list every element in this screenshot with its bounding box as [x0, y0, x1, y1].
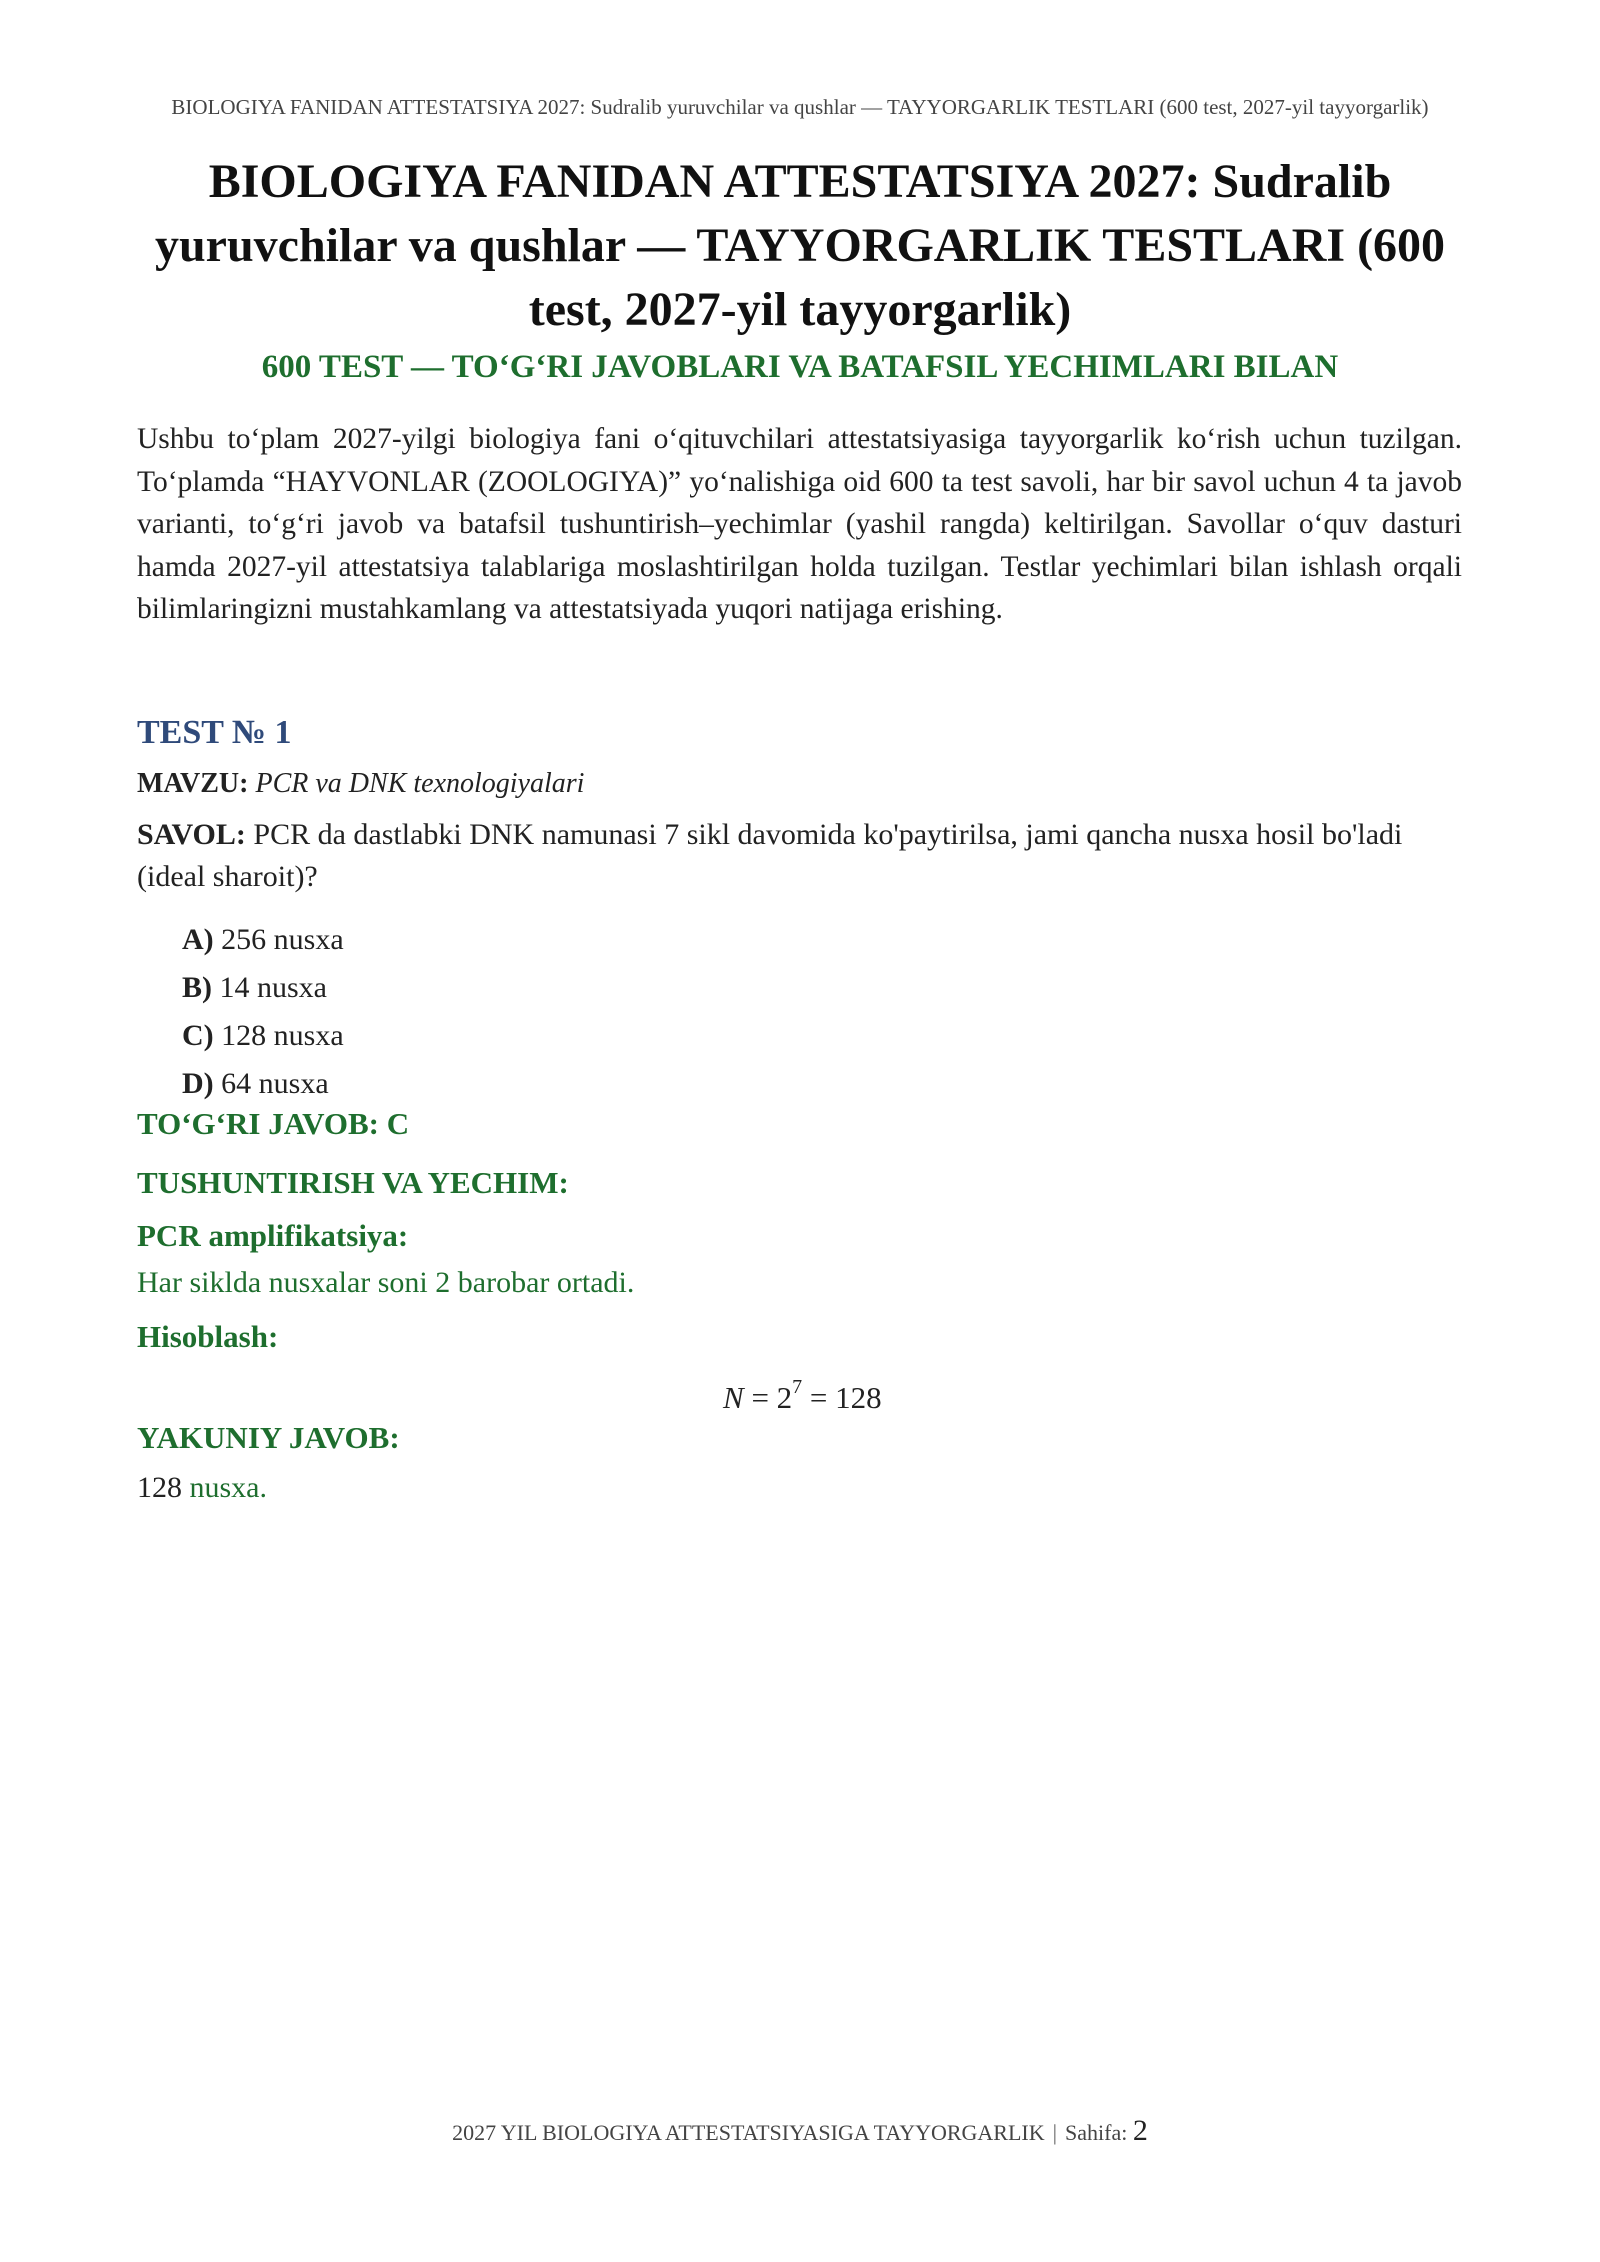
running-header: BIOLOGIYA FANIDAN ATTESTATSIYA 2027: Sudralib yuruvchilar va qushlar — TAYYORGARLIK TESTLARI (600 test, 2027-yil tayyorgarlik): [171, 95, 1429, 119]
footer-page-label: Sahifa:: [1065, 2120, 1128, 2145]
option-text: 128 nusxa: [221, 1019, 344, 1052]
document-subtitle: 600 TEST — TO‘G‘RI JAVOBLARI VA BATAFSIL YECHIMLARI BILAN: [261, 349, 1339, 385]
topic-line: [137, 766, 584, 802]
test-heading: TEST № 1: [137, 714, 292, 751]
final-answer-heading: YAKUNIY JAVOB:: [137, 1420, 400, 1455]
option-letter: C): [182, 1019, 214, 1052]
step1-text: Har siklda nusxalar soni 2 barobar ortadi.: [137, 1266, 635, 1299]
option-c: [182, 1012, 344, 1060]
step2-heading: Hisoblash:: [137, 1319, 279, 1354]
final-answer-unit: nusxa.: [189, 1471, 267, 1504]
formula-base: 2: [776, 1380, 793, 1415]
option-d: [182, 1060, 344, 1108]
question-text: PCR da dastlabki DNK namunasi 7 sikl davomida ko'paytirilsa, jami qancha nusxa hosil bo'ladi (ideal sharoit)?: [137, 818, 1403, 893]
calculation-formula: [723, 1375, 882, 1418]
question: [137, 814, 1437, 898]
formula-equals: =: [809, 1380, 828, 1415]
footer-separator: |: [1052, 2120, 1058, 2145]
explanation-heading: TUSHUNTIRISH VA YECHIM:: [137, 1165, 569, 1200]
final-answer: [137, 1468, 267, 1508]
answer-options: [182, 916, 344, 1108]
step1-heading: PCR amplifikatsiya:: [137, 1218, 409, 1253]
option-letter: A): [182, 923, 214, 956]
option-b: [182, 964, 344, 1012]
page-footer: [0, 2116, 1600, 2148]
option-text: 64 nusxa: [221, 1067, 329, 1100]
final-answer-number: 128: [137, 1471, 182, 1504]
correct-answer: TO‘G‘RI JAVOB: C: [137, 1106, 410, 1141]
page-number: 2: [1132, 2114, 1148, 2147]
option-letter: D): [182, 1067, 214, 1100]
formula-exponent: 7: [792, 1375, 803, 1398]
formula-equals: =: [751, 1380, 769, 1415]
topic-label: MAVZU:: [137, 768, 249, 799]
topic-value: PCR va DNK texnologiyalari: [255, 768, 585, 799]
option-letter: B): [182, 971, 212, 1004]
question-label: SAVOL:: [137, 818, 246, 851]
document-title: BIOLOGIYA FANIDAN ATTESTATSIYA 2027: Sudralib yuruvchilar va qushlar — TAYYORGARLIK TESTLARI (600 test, 2027-yil tayyorgarlik): [154, 155, 1446, 336]
formula-variable: N: [723, 1380, 744, 1415]
footer-text: 2027 YIL BIOLOGIYA ATTESTATSIYASIGA TAYYORGARLIK: [452, 2120, 1045, 2145]
option-a: [182, 916, 344, 964]
intro-paragraph: Ushbu to‘plam 2027-yilgi biologiya fani o‘qituvchilari attestatsiyasiga tayyorgarlik ko‘rish uchun tuzilgan. To‘plamda “HAYVONLAR (ZOOLOGIYA)” yo‘nalishiga oid 600 ta test savoli, har bir savol uchun 4 ta javob varianti, to‘g‘ri javob va batafsil tushuntirish–yechimlar (yashil rangda) keltirilgan. Savollar o‘quv dasturi hamda 2027-yil attestatsiya talablariga moslashtirilgan holda tuzilgan. Testlar yechimlari bilan ishlash orqali bilimlaringizni mustahkamlang va attestatsiyada yuqori natijaga erishing.: [137, 423, 1462, 625]
formula-result: 128: [835, 1380, 882, 1415]
option-text: 14 nusxa: [219, 971, 327, 1004]
option-text: 256 nusxa: [221, 923, 344, 956]
